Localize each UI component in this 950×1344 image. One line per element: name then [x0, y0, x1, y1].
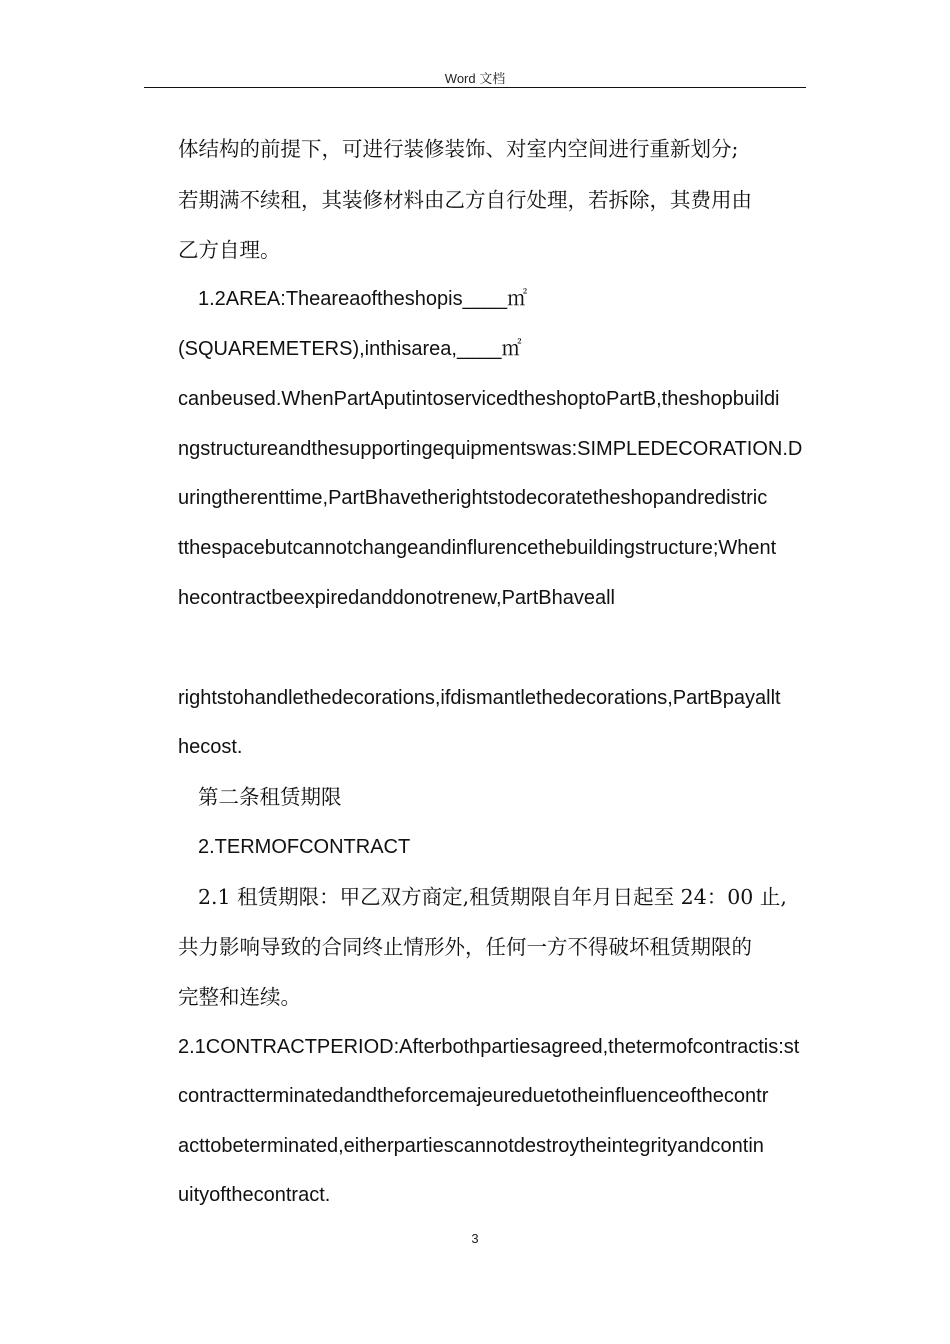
body-line: acttobeterminated,eitherpartiescannotdestroytheintegrityandcontin: [178, 1135, 764, 1157]
body-line: tthespacebutcannotchangeandinflurencethebuildingstructure;Whent: [178, 537, 777, 559]
body-line: (SQUAREMETERS),inthisarea,____㎡: [178, 338, 522, 360]
body-line: 若期满不续租，其装修材料由乙方自行处理，若拆除，其费用由: [178, 188, 752, 212]
body-line: 完整和连续。: [178, 985, 301, 1009]
body-line: 乙方自理。: [178, 238, 281, 262]
body-line: 1.2AREA:Theareaoftheshopis____㎡: [198, 288, 528, 310]
header-divider: [144, 87, 806, 88]
body-line: hecost.: [178, 736, 243, 758]
section-heading: 2.TERMOFCONTRACT: [198, 836, 411, 858]
body-line: canbeused.WhenPartAputintoservicedtheshoptoPartB,theshopbuildi: [178, 388, 780, 410]
body-line: uityofthecontract.: [178, 1184, 331, 1206]
body-line: hecontractbeexpiredanddonotrenew,PartBhaveall: [178, 587, 615, 609]
body-line: 2.1 租赁期限：甲乙双方商定,租赁期限自年月日起至 24：00 止,: [198, 885, 787, 909]
page-number: 3: [471, 1231, 479, 1246]
body-line: ngstructureandthesupportingequipmentswas:SIMPLEDECORATION.D: [178, 438, 803, 460]
body-line: 2.1CONTRACTPERIOD:Afterbothpartiesagreed,thetermofcontractis:st: [178, 1036, 800, 1058]
header-title: Word 文档: [444, 71, 506, 86]
section-heading: 第二条租赁期限: [198, 785, 342, 809]
body-line: 共力影响导致的合同终止情形外，任何一方不得破坏租赁期限的: [178, 935, 752, 959]
body-line: 体结构的前提下，可进行装修装饰、对室内空间进行重新划分;: [178, 137, 739, 161]
body-line: rightstohandlethedecorations,ifdismantlethedecorations,PartBpayallt: [178, 687, 781, 709]
body-line: contractterminatedandtheforcemajeureduetotheinfluenceofthecontr: [178, 1085, 769, 1107]
body-line: uringtherenttime,PartBhavetherightstodecoratetheshopandredistric: [178, 487, 768, 509]
